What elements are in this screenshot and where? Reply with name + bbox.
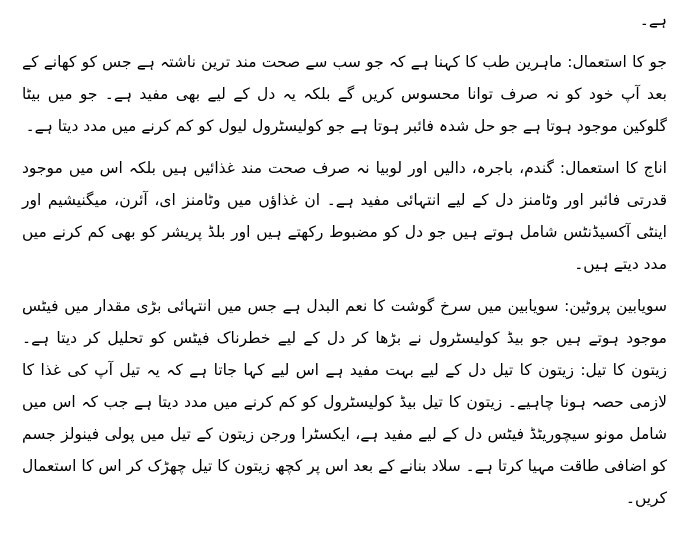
paragraph-barley: جو کا استعمال: ماہرین طب کا کہنا ہے کہ جو سب سے صحت مند ترین ناشتہ ہے جس کو کھانے کے بعد آپ خود کو نہ صرف توانا محسوس کریں گے بلکہ یہ دل کے لیے بھی مفید ہے۔ جو میں بیٹا گلوکین موجود ہوتا ہے جو حل شدہ فائبر ہوتا ہے جو کولیسٹرول لیول کو کم کرنے میں مدد دیتا ہے۔	[22, 53, 667, 135]
paragraph-soy-olive: سویابین پروٹین: سویابین میں سرخ گوشت کا نعم البدل ہے جس میں انتہائی بڑی مقدار میں فیٹس موجود ہوتے ہیں جو بیڈ کولیسٹرول نے بڑھا کر دل کے لیے خطرناک فیٹس کو تحلیل کر دیتا ہے۔ زیتون کا تیل: زیتون کا تیل دل کے لیے بہت مفید ہے اس لیے کہا جاتا ہے کہ یہ تیل آپ کی غذا کا لازمی حصہ ہونا چاہیے۔ زیتون کا تیل بیڈ کولیسٹرول کو کم کرنے میں مدد دیتا ہے جب کہ اس میں شامل مونو سیچوریٹڈ فیٹس دل کے لیے مفید ہے، ایکسٹرا ورجن زیتون کے تیل میں پولی فینولز جسم کو اضافی طاقت مہیا کرتا ہے۔ سلاد بنانے کے بعد اس پر کچھ زیتون کا تیل چھڑک کر اس کا استعمال کریں۔	[22, 297, 667, 507]
paragraph-grains: اناج کا استعمال: گندم، باجرہ، دالیں اور لوبیا نہ صرف صحت مند غذائیں ہیں بلکہ اس میں موجود قدرتی فائبر اور وٹامنز دل کے لیے انتہائی مفید ہے۔ ان غذاؤں میں وٹامنز ای، آئرن، میگنیشیم اور اینٹی آکسیڈنٹس شامل ہوتے ہیں جو دل کو مضبوط رکھتے ہیں اور بلڈ پریشر کو بھی کم کرنے میں مدد دیتے ہیں۔	[22, 159, 667, 273]
paragraph-continuation: ہے۔	[639, 11, 667, 29]
